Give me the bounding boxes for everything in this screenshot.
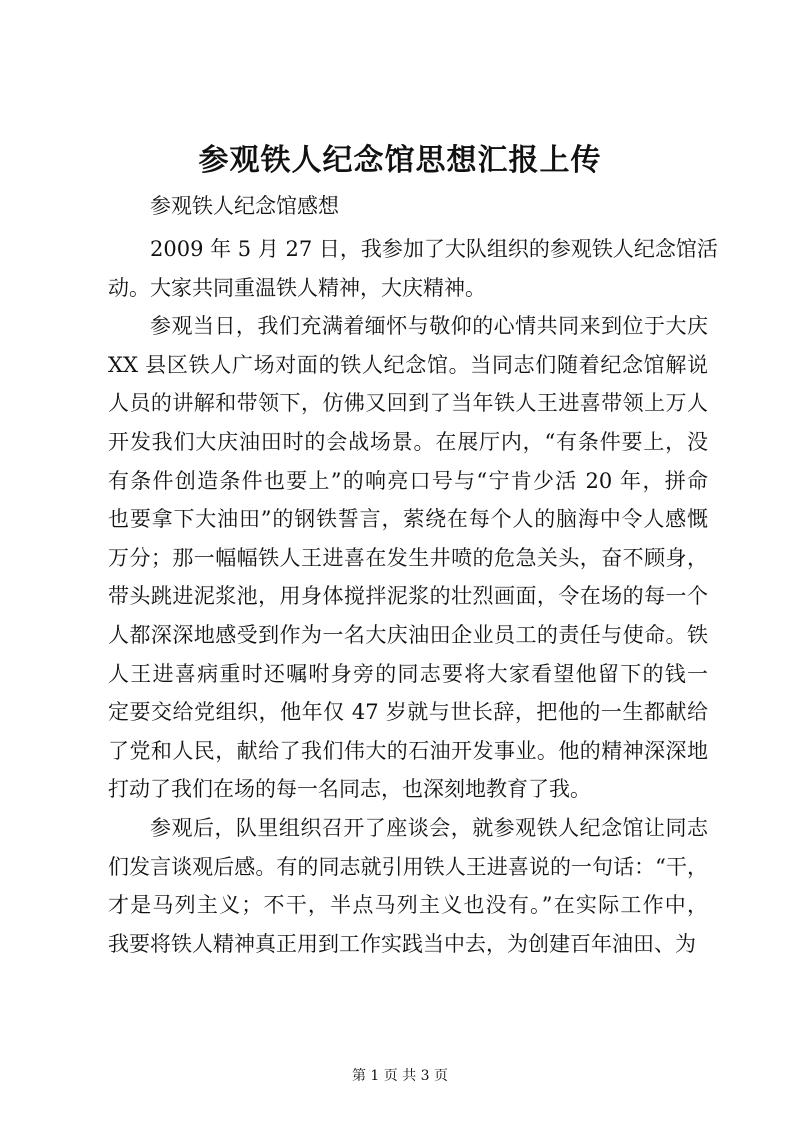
paragraph-line: 了党和人民，献给了我们伟大的石油开发事业。他的精神深深地 xyxy=(108,738,708,763)
paragraph-line: 带头跳进泥浆池，用身体搅拌泥浆的壮烈画面，令在场的每一个 xyxy=(108,584,708,609)
document-subtitle: 参观铁人纪念馆感想 xyxy=(150,194,339,218)
paragraph-line: 打动了我们在场的每一名同志，也深刻地教育了我。 xyxy=(108,777,591,802)
paragraph-line: 动。大家共同重温铁人精神，大庆精神。 xyxy=(108,275,486,300)
paragraph-line: 开发我们大庆油田时的会战场景。在展厅内，“有条件要上，没 xyxy=(108,430,708,454)
paragraph-line: 们发言谈观后感。有的同志就引用铁人王进喜说的一句话：“干， xyxy=(108,854,708,879)
paragraph-line: 人都深深地感受到作为一名大庆油田企业员工的责任与使命。铁 xyxy=(108,623,708,647)
paragraph-line: XX 县区铁人广场对面的铁人纪念馆。当同志们随着纪念馆解说 xyxy=(108,352,708,377)
paragraph-line: 万分；那一幅幅铁人王进喜在发生井喷的危急关头，奋不顾身， xyxy=(108,545,708,570)
paragraph-line: 人员的讲解和带领下，仿佛又回到了当年铁人王进喜带领上万人 xyxy=(108,391,708,416)
paragraph-line: 2009 年 5 月 27 日，我参加了大队组织的参观铁人纪念馆活 xyxy=(150,237,718,261)
paragraph-line: 我要将铁人精神真正用到工作实践当中去，为创建百年油田、为 xyxy=(108,931,696,956)
paragraph-line: 参观当日，我们充满着缅怀与敬仰的心情共同来到位于大庆 xyxy=(150,314,708,339)
page-footer: 第 1 页 共 3 页 xyxy=(351,1068,449,1084)
paragraph-line: 也要拿下大油田”的钢铁誓言，萦绕在每个人的脑海中令人感慨 xyxy=(108,507,708,532)
paragraph-line: 有条件创造条件也要上”的响亮口号与“宁肯少活 20 年，拼命 xyxy=(108,468,708,493)
paragraph-line: 才是马列主义；不干，半点马列主义也没有。”在实际工作中， xyxy=(108,893,708,918)
paragraph-line: 参观后，队里组织召开了座谈会，就参观铁人纪念馆让同志 xyxy=(150,816,708,840)
document-title: 参观铁人纪念馆思想汇报上传 xyxy=(198,143,602,178)
paragraph-line: 定要交给党组织，他年仅 47 岁就与世长辞，把他的一生都献给 xyxy=(108,700,708,725)
paragraph-line: 人王进喜病重时还嘱咐身旁的同志要将大家看望他留下的钱一 xyxy=(108,661,708,686)
